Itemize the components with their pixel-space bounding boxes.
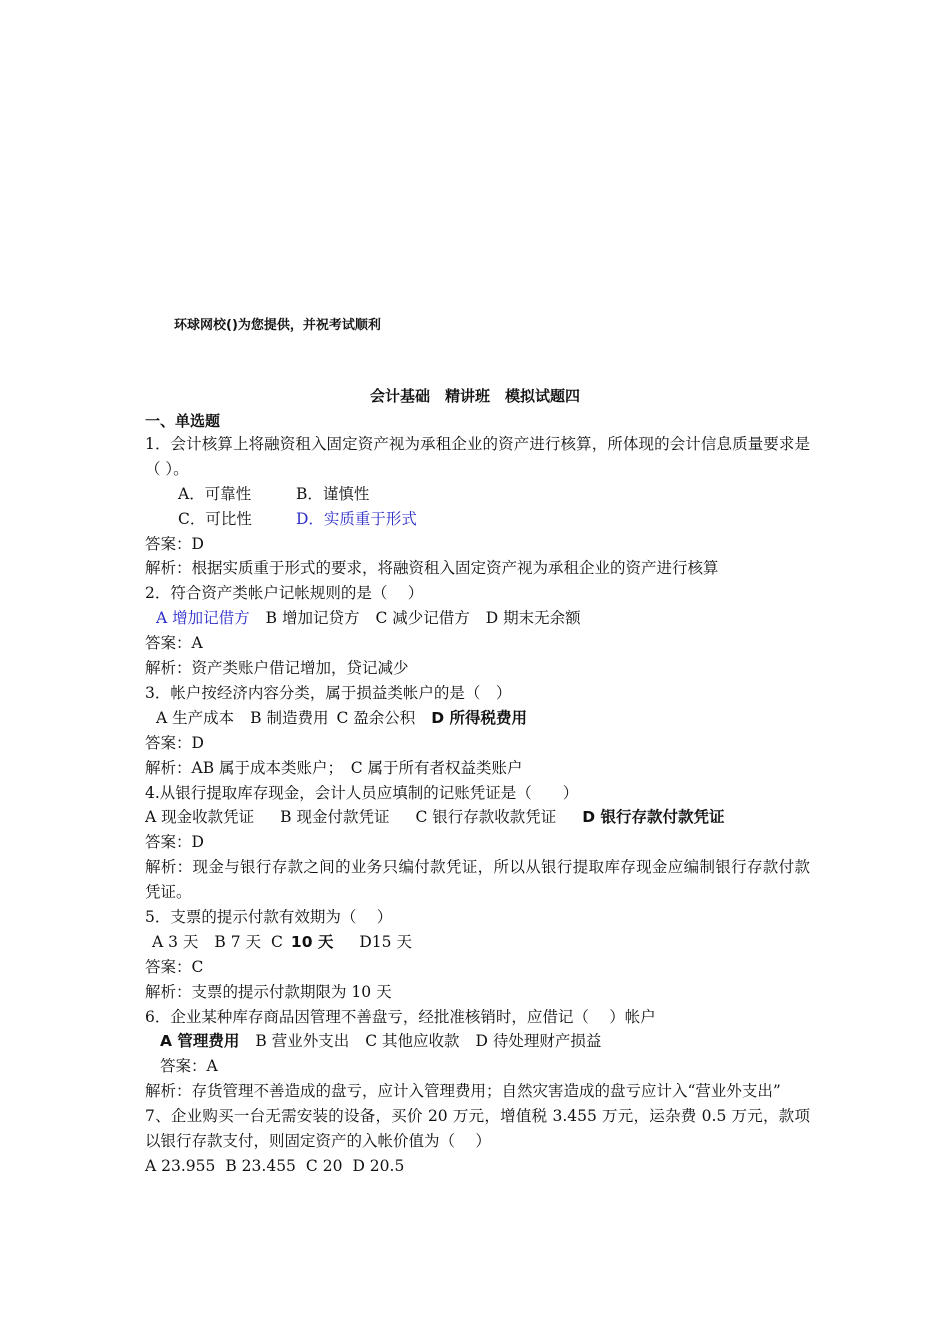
- document-title: 会计基础 精讲班 模拟试题四: [369, 387, 580, 405]
- question-1-analysis: 解析：根据实质重于形式的要求，将融资租入固定资产视为承租企业的资产进行核算: [145, 559, 719, 578]
- question-5-stem: 5．支票的提示付款有效期为（ ）: [145, 907, 393, 926]
- question-5-analysis: 解析：支票的提示付款期限为 10 天: [145, 982, 392, 1001]
- option-a: A 23.955: [145, 1156, 216, 1175]
- question-1-answer: 答案：D: [145, 534, 204, 553]
- option-c: C．可比性: [178, 509, 252, 528]
- option-c: C 其他应收款: [365, 1032, 460, 1051]
- question-4-answer: 答案：D: [145, 833, 204, 852]
- question-4-options: [145, 805, 810, 830]
- option-b: B 7 天: [214, 932, 262, 951]
- option-d: D15 天: [359, 932, 412, 951]
- option-c: C 减少记借方: [375, 609, 470, 628]
- option-a: A 现金收款凭证: [145, 808, 255, 827]
- option-a: A 增加记借方: [156, 609, 250, 628]
- question-2-stem: 2．符合资产类帐户记帐规则的是（ ）: [145, 584, 424, 603]
- option-c: C 20: [305, 1156, 343, 1175]
- option-c: C 银行存款收款凭证: [415, 808, 557, 827]
- question-1-options-row-2: [145, 507, 810, 532]
- option-a: A 生产成本: [156, 708, 235, 727]
- option-a: A 管理费用: [160, 1032, 240, 1051]
- question-5-options: [145, 930, 810, 955]
- option-c: C: [271, 932, 283, 951]
- option-d: D．实质重于形式: [296, 509, 417, 528]
- question-6-analysis: 解析：存货管理不善造成的盘亏，应计入管理费用；自然灾害造成的盘亏应计入“营业外支出”: [145, 1082, 781, 1101]
- option-d: D 所得税费用: [431, 708, 528, 727]
- question-3-answer: 答案：D: [145, 733, 204, 752]
- section-title: 一、单选题: [145, 412, 221, 430]
- option-b: B．谨慎性: [296, 484, 370, 503]
- option-a: A 3 天: [152, 932, 199, 951]
- option-b: B 营业外支出: [255, 1032, 350, 1051]
- option-b: B 23.455: [225, 1156, 296, 1175]
- question-3-options: [145, 706, 810, 731]
- question-2-options: [145, 606, 810, 631]
- question-6-options: [145, 1029, 810, 1054]
- question-6-stem: 6．企业某种库存商品因管理不善盘亏，经批准核销时，应借记（ ）帐户: [145, 1007, 656, 1026]
- option-b: B 增加记贷方: [265, 609, 360, 628]
- question-7-options: [145, 1154, 810, 1179]
- option-d: D 期末无余额: [485, 609, 581, 628]
- question-2-analysis: 解析：资产类账户借记增加，贷记减少: [145, 659, 409, 678]
- question-3-stem: 3．帐户按经济内容分类，属于损益类帐户的是（ ）: [145, 683, 512, 702]
- option-c-value: 10 天: [290, 932, 334, 951]
- question-4-analysis: 解析：现金与银行存款之间的业务只编付款凭证，所以从银行提取库存现金应编制银行存款付款凭证。: [145, 858, 810, 902]
- question-5-answer: 答案：C: [145, 957, 204, 976]
- option-c: C 盈余公积: [336, 708, 416, 727]
- option-b: B 现金付款凭证: [280, 808, 390, 827]
- option-d: D 待处理财产损益: [475, 1032, 602, 1051]
- option-d: D 银行存款付款凭证: [582, 808, 725, 827]
- option-d: D 20.5: [352, 1156, 405, 1175]
- question-7-stem: 7、企业购买一台无需安装的设备，买价 20 万元，增值税 3.455 万元，运杂费 0.5 万元，款项以银行存款支付，则固定资产的入帐价值为（ ）: [145, 1107, 810, 1151]
- option-a: A．可靠性: [178, 484, 252, 503]
- question-2-answer: 答案：A: [145, 634, 203, 653]
- question-4-stem: 4.从银行提取库存现金，会计人员应填制的记账凭证是（ ）: [145, 783, 579, 802]
- question-1-stem: 1．会计核算上将融资租入固定资产视为承租企业的资产进行核算，所体现的会计信息质量要求是（ ）。: [145, 435, 810, 478]
- question-3-analysis: 解析：AB 属于成本类账户； C 属于所有者权益类账户: [145, 758, 523, 777]
- header-note: 环球网校()为您提供，并祝考试顺利: [174, 318, 381, 333]
- question-list: [145, 432, 810, 1179]
- question-1-options-row-1: [145, 482, 810, 507]
- question-6-answer: 答案：A: [160, 1057, 218, 1076]
- option-b: B 制造费用: [250, 708, 329, 727]
